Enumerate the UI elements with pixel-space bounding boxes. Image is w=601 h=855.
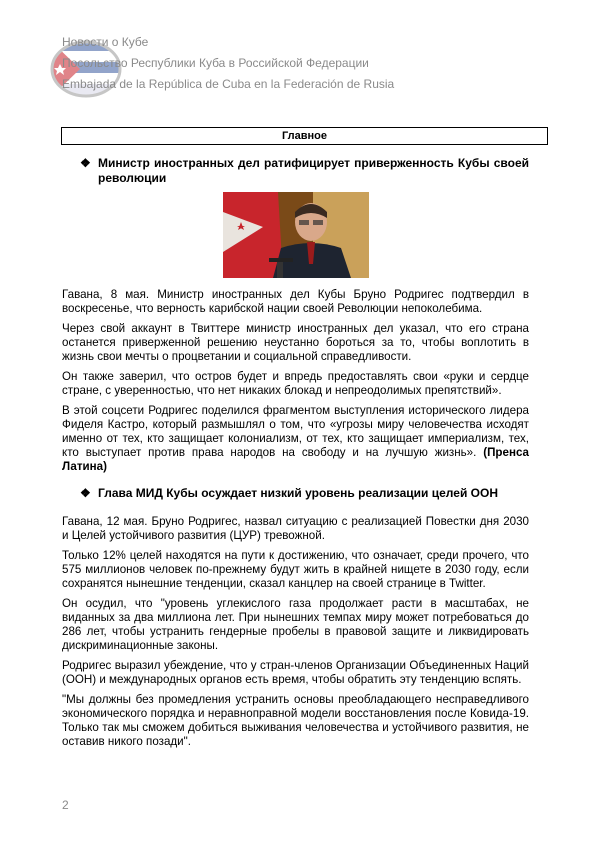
article-paragraph: Он также заверил, что остров будет и впредь предоставлять свои «руки и сердце стране, с уверенностью, что нет никаких блокад и непреодолимых препятствий». [62,370,529,397]
article-paragraph: "Мы должны без промедления устранить основы преобладающего несправедливого экономического порядка и неравноправной модели восстановления после Ковида-19. Только так мы сможем добиться выживания человечества и устойчивого развития, не оставив никого позади". [62,693,529,748]
header-line-news: Новости о Кубе [62,35,149,49]
article-source: (Пренса Латина) [62,446,529,473]
diamond-bullet-icon: ❖ [80,156,91,170]
header-line-embassy-es: Embajada de la República de Cuba en la Federación de Rusia [62,77,395,91]
diamond-bullet-icon: ❖ [80,486,91,500]
article-heading [62,156,529,186]
article-paragraph: Только 12% целей находятся на пути к достижению, что означает, среди прочего, что 575 миллионов человек по-прежнему будут жить в крайней нищете в 2030 году, если сохранятся нынешние тенденции, сказал канцлер на своей странице в Twitter. [62,549,529,590]
paragraph-text: В этой соцсети Родригес поделился фрагментом выступления исторического лидера Фиделя Кастро, который размышлял о том, что «угрозы миру человечества исходят именно от тех, кто защищает колониализм, от тех, кто защищает империализм, тех, кто выступает против права народов на свободу и на лучшую жизнь». [62,404,529,459]
page-header [62,32,542,95]
article-paragraph [62,404,529,474]
article-paragraph: Он осудил, что "уровень углекислого газа продолжает расти в масштабах, не виданных за два миллиона лет. При нынешних темпах миру может потребоваться до 286 лет, чтобы устранить гендерные пробелы в правовой защите и ликвидировать дискриминационные законы. [62,597,529,652]
article-paragraph: Родригес выразил убеждение, что у стран-членов Организации Объединенных Наций (ООН) и международных органов есть время, чтобы обратить эту тенденцию вспять. [62,659,529,686]
article-paragraph: Гавана, 12 мая. Бруно Родригес, назвал ситуацию с реализацией Повестки дня 2030 и Целей устойчивого развития (ЦУР) тревожной. [62,515,529,542]
article-paragraph: Гавана, 8 мая. Министр иностранных дел Кубы Бруно Родригес подтвердил в воскресенье, что верность карибской нации своей Революции непоколебима. [62,288,529,315]
article-title: Министр иностранных дел ратифицирует приверженность Кубы своей революции [98,156,529,185]
article-heading [62,486,529,501]
document-body [62,156,529,755]
article-title: Глава МИД Кубы осуждает низкий уровень реализации целей ООН [98,486,498,500]
header-line-embassy-ru: Посольство Республики Куба в Российской Федерации [62,56,369,70]
section-title: Главное [61,127,548,145]
article-photo [223,192,369,278]
article-paragraph: Через свой аккаунт в Твиттере министр иностранных дел указал, что его страна останется приверженной решению неустанно бороться за то, чтобы воплотить в жизнь свои мечты о процветании и социальной справедливости. [62,322,529,363]
page-number: 2 [62,798,69,812]
